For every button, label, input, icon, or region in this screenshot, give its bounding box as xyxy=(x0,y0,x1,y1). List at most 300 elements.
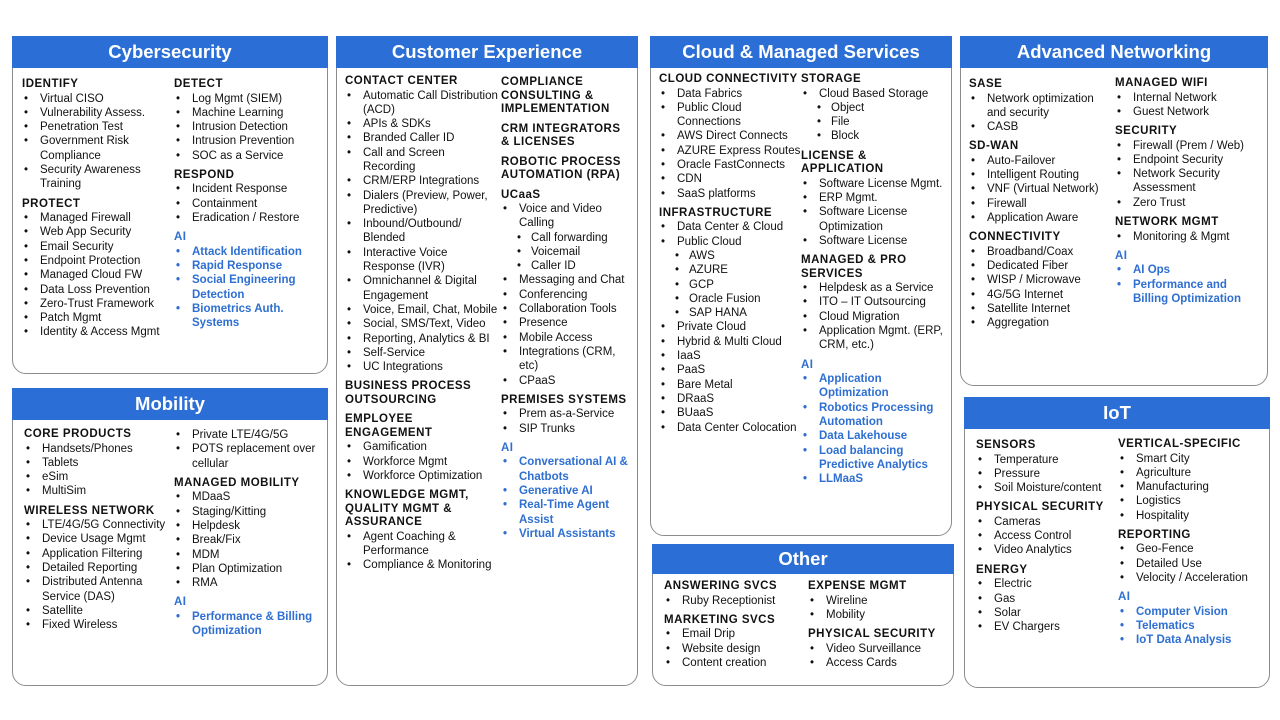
service-list xyxy=(808,594,948,623)
ai-section xyxy=(174,596,324,638)
service-item: • Mobility xyxy=(808,608,948,622)
section-title: WIRELESS NETWORK xyxy=(24,504,155,517)
service-subitem: • File xyxy=(801,115,949,129)
service-subitem: • Object xyxy=(801,101,949,115)
service-list xyxy=(664,627,804,670)
service-item: • Conversational AI & Chatbots xyxy=(501,455,633,484)
service-list xyxy=(801,177,949,248)
service-item: • LLMaaS xyxy=(801,472,949,486)
service-item: • Oracle FastConnects xyxy=(659,158,801,172)
service-list xyxy=(969,92,1115,135)
service-item: • Biometrics Auth. Systems xyxy=(174,302,324,331)
service-section xyxy=(976,439,1118,495)
service-list xyxy=(174,245,324,331)
service-section xyxy=(345,413,499,483)
ai-section xyxy=(801,359,949,487)
service-item: • UC Integrations xyxy=(345,360,499,374)
service-section xyxy=(969,140,1115,225)
service-item: • Dedicated Fiber xyxy=(969,259,1115,273)
panel-header: Other xyxy=(652,544,954,574)
service-item: • 4G/5G Internet xyxy=(969,288,1115,302)
service-item: • PaaS xyxy=(659,363,801,377)
service-item: • Access Cards xyxy=(808,656,948,670)
service-section xyxy=(664,614,804,670)
column xyxy=(345,75,499,579)
service-section xyxy=(345,75,499,374)
service-item: • Satellite Internet xyxy=(969,302,1115,316)
service-item: • Staging/Kitting xyxy=(174,505,324,519)
service-item: • Incident Response xyxy=(174,182,324,196)
service-item: • Compliance & Monitoring xyxy=(345,558,499,572)
service-item: • MDaaS xyxy=(174,490,324,504)
service-item: • BUaaS xyxy=(659,406,801,420)
service-list xyxy=(1115,91,1265,120)
service-item: • Firewall (Prem / Web) xyxy=(1115,139,1265,153)
service-section xyxy=(801,254,949,352)
service-item: • Software License Mgmt. xyxy=(801,177,949,191)
service-list xyxy=(501,407,633,436)
service-item: • Manufacturing xyxy=(1118,480,1268,494)
service-item: • Private LTE/4G/5G xyxy=(174,428,324,442)
service-item: • Solar xyxy=(976,606,1118,620)
service-item: • ERP Mgmt. xyxy=(801,191,949,205)
service-section xyxy=(22,78,172,192)
service-item: • Omnichannel & Digital Engagement xyxy=(345,274,499,303)
service-item: • Automatic Call Distribution (ACD) xyxy=(345,89,499,118)
section-title: PHYSICAL SECURITY xyxy=(808,628,936,641)
section-title: MANAGED & PRO SERVICES xyxy=(801,254,907,280)
section-title: CONTACT CENTER xyxy=(345,75,458,87)
service-item: • Public Cloud Connections xyxy=(659,101,801,130)
service-item: • Messaging and Chat xyxy=(501,273,633,287)
section-title: AI xyxy=(174,596,187,609)
service-item: • Real-Time Agent Assist xyxy=(501,498,633,527)
service-item: • Broadband/Coax xyxy=(969,245,1115,259)
service-item: • Intrusion Detection xyxy=(174,120,324,134)
service-list xyxy=(976,515,1118,558)
service-item: • Video Surveillance xyxy=(808,642,948,656)
service-section xyxy=(801,150,949,248)
service-item: • CPaaS xyxy=(501,374,633,388)
ai-section xyxy=(1118,591,1268,647)
service-item: • Plan Optimization xyxy=(174,562,324,576)
service-list xyxy=(24,442,174,499)
section-title: STORAGE xyxy=(801,73,862,85)
service-item: • AWS Direct Connects xyxy=(659,129,801,143)
panel-header: Cybersecurity xyxy=(12,36,328,68)
section-title: AI xyxy=(501,441,514,454)
service-item: • Access Control xyxy=(976,529,1118,543)
service-list xyxy=(1115,263,1265,306)
section-title: PREMISES SYSTEMS xyxy=(501,393,627,406)
service-item: • Interactive Voice Response (IVR) xyxy=(345,246,499,275)
service-item: • CRM/ERP Integrations xyxy=(345,174,499,188)
service-item: • Managed Cloud FW xyxy=(22,268,172,282)
service-subitem: • Caller ID xyxy=(501,259,633,273)
column xyxy=(969,78,1115,337)
section-title: AI xyxy=(174,231,187,244)
service-item: • AI Ops xyxy=(1115,263,1265,277)
section-title: INFRASTRUCTURE xyxy=(659,206,773,219)
service-item: • Cloud Based Storage xyxy=(801,87,949,101)
service-section xyxy=(659,207,801,435)
column xyxy=(174,428,324,645)
service-section xyxy=(501,189,633,388)
service-item: • Conferencing xyxy=(501,288,633,302)
panel-header: IoT xyxy=(964,397,1270,429)
service-item: • Temperature xyxy=(976,453,1118,467)
service-item: • Data Fabrics xyxy=(659,87,801,101)
service-subitem: • Voicemail xyxy=(501,245,633,259)
service-item: • Patch Mgmt xyxy=(22,311,172,325)
service-section xyxy=(1118,438,1268,523)
section-title: CLOUD CONNECTIVITY xyxy=(659,73,798,85)
section-title: IDENTIFY xyxy=(22,78,79,90)
service-section xyxy=(174,78,324,163)
service-item: • Log Mgmt (SIEM) xyxy=(174,92,324,106)
service-list xyxy=(174,428,324,471)
service-section xyxy=(808,628,948,670)
service-item: • Video Analytics xyxy=(976,543,1118,557)
service-item: • Private Cloud xyxy=(659,320,801,334)
section-title: MANAGED WIFI xyxy=(1115,77,1208,89)
service-section xyxy=(501,394,633,436)
service-section xyxy=(976,564,1118,635)
section-title: PROTECT xyxy=(22,197,81,210)
service-subitem: • GCP xyxy=(659,278,801,292)
service-item: • Aggregation xyxy=(969,316,1115,330)
section-title: UCaaS xyxy=(501,188,541,201)
service-list xyxy=(808,642,948,671)
service-item: • Workforce Mgmt xyxy=(345,455,499,469)
service-item: • Handsets/Phones xyxy=(24,442,174,456)
service-subitem: • Block xyxy=(801,129,949,143)
service-item: • Detailed Reporting xyxy=(24,561,174,575)
section-title: AI xyxy=(801,358,814,371)
service-item: • Application Optimization xyxy=(801,372,949,401)
service-item: • Agriculture xyxy=(1118,466,1268,480)
service-item: • Rapid Response xyxy=(174,259,324,273)
service-item: • Helpdesk xyxy=(174,519,324,533)
service-item: • Virtual Assistants xyxy=(501,527,633,541)
service-list xyxy=(969,154,1115,225)
service-list xyxy=(1118,542,1268,585)
service-subitem: • Call forwarding xyxy=(501,231,633,245)
service-item: • Hybrid & Multi Cloud xyxy=(659,335,801,349)
service-section xyxy=(501,156,633,183)
service-item: • Identity & Access Mgmt xyxy=(22,325,172,339)
service-item: • Vulnerability Assess. xyxy=(22,106,172,120)
service-item: • Intelligent Routing xyxy=(969,168,1115,182)
service-list xyxy=(501,202,633,388)
column xyxy=(22,78,172,346)
service-list xyxy=(174,490,324,590)
service-item: • EV Chargers xyxy=(976,620,1118,634)
service-item: • Software License xyxy=(801,234,949,248)
service-item: • Network Security Assessment xyxy=(1115,167,1265,196)
service-item: • Robotics Processing Automation xyxy=(801,401,949,430)
service-item: • Auto-Failover xyxy=(969,154,1115,168)
section-title: MARKETING SVCS xyxy=(664,613,776,626)
service-list xyxy=(22,211,172,340)
service-item: • MultiSim xyxy=(24,484,174,498)
service-list xyxy=(1118,452,1268,523)
section-title: ANSWERING SVCS xyxy=(664,580,778,592)
service-item: • Mobile Access xyxy=(501,331,633,345)
column xyxy=(24,428,174,639)
section-title: NETWORK MGMT xyxy=(1115,216,1219,229)
service-item: • Eradication / Restore xyxy=(174,211,324,225)
service-section xyxy=(345,380,499,407)
service-item: • Cameras xyxy=(976,515,1118,529)
service-item: • Social Engineering Detection xyxy=(174,273,324,302)
service-item: • Generative AI xyxy=(501,484,633,498)
service-item: • Performance and Billing Optimization xyxy=(1115,278,1265,307)
service-list xyxy=(1118,605,1268,648)
service-item: • LTE/4G/5G Connectivity xyxy=(24,518,174,532)
service-item: • Prem as-a-Service xyxy=(501,407,633,421)
panel-header: Customer Experience xyxy=(336,36,638,68)
service-item: • APIs & SDKs xyxy=(345,117,499,131)
service-item: • Social, SMS/Text, Video xyxy=(345,317,499,331)
service-section xyxy=(664,580,804,608)
section-title: DETECT xyxy=(174,78,223,90)
service-item: • MDM xyxy=(174,548,324,562)
service-item: • Government Risk Compliance xyxy=(22,134,172,163)
service-item: • Guest Network xyxy=(1115,105,1265,119)
service-item: • Fixed Wireless xyxy=(24,618,174,632)
service-list xyxy=(174,92,324,163)
service-item: • Endpoint Security xyxy=(1115,153,1265,167)
service-section xyxy=(501,76,633,117)
service-item: • Data Lakehouse xyxy=(801,429,949,443)
service-item: • Pressure xyxy=(976,467,1118,481)
service-list xyxy=(24,518,174,632)
service-item: • SOC as a Service xyxy=(174,149,324,163)
service-list xyxy=(659,220,801,434)
service-item: • Machine Learning xyxy=(174,106,324,120)
service-list xyxy=(969,245,1115,331)
service-section xyxy=(24,428,174,499)
service-section xyxy=(1115,216,1265,244)
service-section xyxy=(976,501,1118,557)
service-item: • Application Filtering xyxy=(24,547,174,561)
service-item: • Integrations (CRM, etc) xyxy=(501,345,633,374)
service-item: • Voice and Video Calling xyxy=(501,202,633,231)
section-title: SD-WAN xyxy=(969,140,1019,153)
service-list xyxy=(659,87,801,201)
service-subitem: • AZURE xyxy=(659,263,801,277)
service-item: • Reporting, Analytics & BI xyxy=(345,332,499,346)
service-item: • Branded Caller ID xyxy=(345,131,499,145)
service-section xyxy=(969,231,1115,330)
service-list xyxy=(22,92,172,192)
service-item: • Security Awareness Training xyxy=(22,163,172,192)
service-section xyxy=(1118,529,1268,585)
service-section xyxy=(969,78,1115,134)
column xyxy=(659,73,801,441)
service-item: • Data Loss Prevention xyxy=(22,283,172,297)
service-section xyxy=(174,428,324,471)
service-item: • SIP Trunks xyxy=(501,422,633,436)
service-item: • Zero Trust xyxy=(1115,196,1265,210)
service-item: • Software License Optimization xyxy=(801,205,949,234)
service-section xyxy=(659,73,801,201)
service-section xyxy=(808,580,948,622)
service-list xyxy=(664,594,804,608)
ai-section xyxy=(174,231,324,330)
service-item: • Website design xyxy=(664,642,804,656)
column xyxy=(174,78,324,337)
service-item: • RMA xyxy=(174,576,324,590)
service-item: • Device Usage Mgmt xyxy=(24,532,174,546)
service-item: • Smart City xyxy=(1118,452,1268,466)
service-item: • Call and Screen Recording xyxy=(345,146,499,175)
column xyxy=(1115,77,1265,312)
service-list xyxy=(174,610,324,639)
service-item: • Email Security xyxy=(22,240,172,254)
service-item: • CDN xyxy=(659,172,801,186)
section-title: REPORTING xyxy=(1118,528,1191,541)
service-subitem: • Oracle Fusion xyxy=(659,292,801,306)
service-list xyxy=(976,577,1118,634)
ai-section xyxy=(1115,250,1265,306)
service-item: • Dialers (Preview, Power, Predictive) xyxy=(345,189,499,218)
service-item: • Load balancing Predictive Analytics xyxy=(801,444,949,473)
service-item: • Bare Metal xyxy=(659,378,801,392)
service-item: • Endpoint Protection xyxy=(22,254,172,268)
service-list xyxy=(345,530,499,573)
service-list xyxy=(976,453,1118,496)
service-item: • Electric xyxy=(976,577,1118,591)
service-subitem: • AWS xyxy=(659,249,801,263)
service-item: • VNF (Virtual Network) xyxy=(969,182,1115,196)
service-item: • Helpdesk as a Service xyxy=(801,281,949,295)
service-section xyxy=(24,505,174,633)
service-item: • POTS replacement over cellular xyxy=(174,442,324,471)
service-item: • Containment xyxy=(174,197,324,211)
service-item: • Zero-Trust Framework xyxy=(22,297,172,311)
column xyxy=(664,580,804,676)
service-item: • Agent Coaching & Performance xyxy=(345,530,499,559)
service-item: • Content creation xyxy=(664,656,804,670)
service-item: • Monitoring & Mgmt xyxy=(1115,230,1265,244)
column xyxy=(976,439,1118,640)
service-item: • Collaboration Tools xyxy=(501,302,633,316)
service-item: • Self-Service xyxy=(345,346,499,360)
column xyxy=(501,76,633,547)
section-title: PHYSICAL SECURITY xyxy=(976,501,1104,514)
service-list xyxy=(801,372,949,486)
service-item: • Voice, Email, Chat, Mobile xyxy=(345,303,499,317)
service-list xyxy=(801,87,949,144)
service-subitem: • SAP HANA xyxy=(659,306,801,320)
service-list xyxy=(801,281,949,352)
service-item: • Cloud Migration xyxy=(801,310,949,324)
service-item: • Velocity / Acceleration xyxy=(1118,571,1268,585)
column xyxy=(801,73,949,493)
service-list xyxy=(1115,139,1265,210)
service-item: • Attack Identification xyxy=(174,245,324,259)
service-item: • Virtual CISO xyxy=(22,92,172,106)
section-title: EMPLOYEE ENGAGEMENT xyxy=(345,413,433,439)
service-section xyxy=(345,489,499,572)
service-item: • Performance & Billing Optimization xyxy=(174,610,324,639)
service-item: • Network optimization and security xyxy=(969,92,1115,121)
section-title: CONNECTIVITY xyxy=(969,231,1061,244)
service-list xyxy=(1115,230,1265,244)
service-item: • Satellite xyxy=(24,604,174,618)
service-item: • Workforce Optimization xyxy=(345,469,499,483)
service-item: • Internal Network xyxy=(1115,91,1265,105)
service-list xyxy=(501,455,633,541)
service-item: • Email Drip xyxy=(664,627,804,641)
section-title: AI xyxy=(1118,591,1131,604)
panel-header: Advanced Networking xyxy=(960,36,1268,68)
service-item: • AZURE Express Routes xyxy=(659,144,801,158)
service-item: • Data Center Colocation xyxy=(659,421,801,435)
service-item: • Wireline xyxy=(808,594,948,608)
service-section xyxy=(1115,125,1265,210)
section-title: LICENSE & APPLICATION xyxy=(801,149,884,176)
service-item: • Application Aware xyxy=(969,211,1115,225)
column xyxy=(808,580,948,676)
service-list xyxy=(345,440,499,483)
service-item: • Data Center & Cloud xyxy=(659,220,801,234)
section-title: MANAGED MOBILITY xyxy=(174,476,300,489)
service-item: • Telematics xyxy=(1118,619,1268,633)
service-item: • Logistics xyxy=(1118,494,1268,508)
service-item: • Ruby Receptionist xyxy=(664,594,804,608)
service-list xyxy=(345,89,499,375)
service-item: • eSim xyxy=(24,470,174,484)
section-title: EXPENSE MGMT xyxy=(808,580,907,592)
section-title: AI xyxy=(1115,249,1128,262)
service-item: • Tablets xyxy=(24,456,174,470)
section-title: CRM INTEGRATORS & LICENSES xyxy=(501,122,621,148)
service-item: • Break/Fix xyxy=(174,533,324,547)
section-title: VERTICAL-SPECIFIC xyxy=(1118,438,1241,450)
service-item: • Managed Firewall xyxy=(22,211,172,225)
service-section xyxy=(22,198,172,340)
service-section xyxy=(174,477,324,591)
section-title: BUSINESS PROCESS OUTSOURCING xyxy=(345,380,472,406)
service-section xyxy=(1115,77,1265,119)
service-item: • Public Cloud xyxy=(659,235,801,249)
service-item: • Detailed Use xyxy=(1118,557,1268,571)
service-item: • Computer Vision xyxy=(1118,605,1268,619)
service-item: • WISP / Microwave xyxy=(969,273,1115,287)
service-item: • Gas xyxy=(976,592,1118,606)
column xyxy=(1118,438,1268,654)
section-title: ENERGY xyxy=(976,563,1028,576)
section-title: CORE PRODUCTS xyxy=(24,428,132,440)
section-title: COMPLIANCE CONSULTING & IMPLEMENTATION xyxy=(501,76,610,115)
service-item: • CASB xyxy=(969,120,1115,134)
panel-header: Cloud & Managed Services xyxy=(650,36,952,68)
panel-header: Mobility xyxy=(12,388,328,420)
service-item: • Intrusion Prevention xyxy=(174,134,324,148)
section-title: SASE xyxy=(969,78,1003,90)
service-item: • ITO – IT Outsourcing xyxy=(801,295,949,309)
service-list xyxy=(174,182,324,225)
service-item: • Application Mgmt. (ERP, CRM, etc.) xyxy=(801,324,949,353)
service-item: • Geo-Fence xyxy=(1118,542,1268,556)
service-item: • Distributed Antenna Service (DAS) xyxy=(24,575,174,604)
service-item: • Inbound/Outbound/ Blended xyxy=(345,217,499,246)
service-item: • IoT Data Analysis xyxy=(1118,633,1268,647)
section-title: KNOWLEDGE MGMT, QUALITY MGMT & ASSURANCE xyxy=(345,489,469,529)
